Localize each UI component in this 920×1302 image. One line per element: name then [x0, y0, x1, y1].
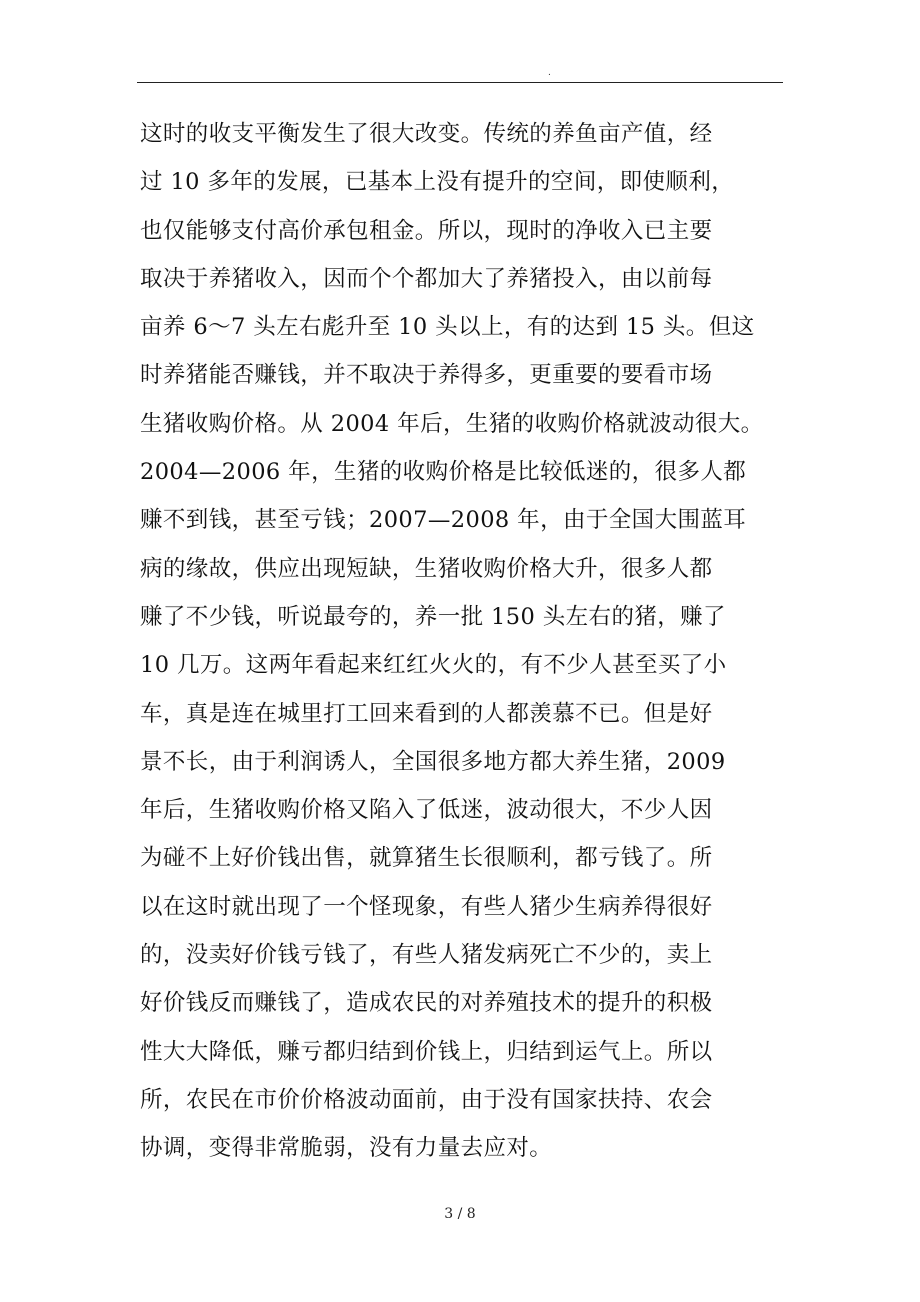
text-line: 车，真是连在城里打工回来看到的人都羡慕不已。但是好	[140, 700, 713, 727]
text-line: 所，农民在市价价格波动面前，由于没有国家扶持、农会	[140, 1086, 713, 1113]
text-line: 为碰不上好价钱出售，就算猪生长很顺利，都亏钱了。所	[140, 845, 713, 872]
text-line: 时养猪能否赚钱，并不取决于养得多，更重要的要看市场	[140, 362, 713, 389]
text-line: 景不长，由于利润诱人，全国很多地方都大养生猪，2009	[140, 748, 726, 775]
text-line: 生猪收购价格。从 2004 年后，生猪的收购价格就波动很大。	[140, 410, 764, 437]
text-line: 病的缘故，供应出现短缺，生猪收购价格大升，很多人都	[140, 555, 713, 582]
text-line: 10 几万。这两年看起来红红火火的，有不少人甚至买了小	[140, 652, 727, 679]
text-line: 以在这时就出现了一个怪现象，有些人猪少生病养得很好	[140, 893, 713, 920]
text-line: 取决于养猪收入，因而个个都加大了养猪投入，由以前每	[140, 265, 713, 292]
text-line: 2004—2006 年，生猪的收购价格是比较低迷的，很多人都	[140, 459, 747, 486]
header-rule	[137, 82, 783, 83]
body-paragraph	[140, 110, 800, 1173]
header-mark: .	[548, 68, 551, 78]
text-line: 的，没卖好价钱亏钱了，有些人猪发病死亡不少的，卖上	[140, 942, 713, 969]
text-line: 赚了不少钱，听说最夸的，养一批 150 头左右的猪，赚了	[140, 603, 726, 630]
text-line: 也仅能够支付高价承包租金。所以，现时的净收入已主要	[140, 217, 713, 244]
text-line: 过 10 多年的发展，已基本上没有提升的空间，即使顺利，	[140, 169, 735, 196]
text-line: 年后，生猪收购价格又陷入了低迷，波动很大，不少人因	[140, 797, 713, 824]
text-line: 性大大降低，赚亏都归结到价钱上，归结到运气上。所以	[140, 1038, 713, 1065]
page-number: 3 / 8	[444, 1206, 476, 1222]
text-line: 好价钱反而赚钱了，造成农民的对养殖技术的提升的积极	[140, 990, 713, 1017]
text-line: 亩养 6～7 头左右彪升至 10 头以上，有的达到 15 头。但这	[140, 314, 755, 341]
text-line: 协调，变得非常脆弱，没有力量去应对。	[140, 1135, 553, 1162]
text-line: 这时的收支平衡发生了很大改变。传统的养鱼亩产值，经	[140, 121, 713, 147]
text-line: 赚不到钱，甚至亏钱；2007—2008 年，由于全国大围蓝耳	[140, 507, 747, 534]
